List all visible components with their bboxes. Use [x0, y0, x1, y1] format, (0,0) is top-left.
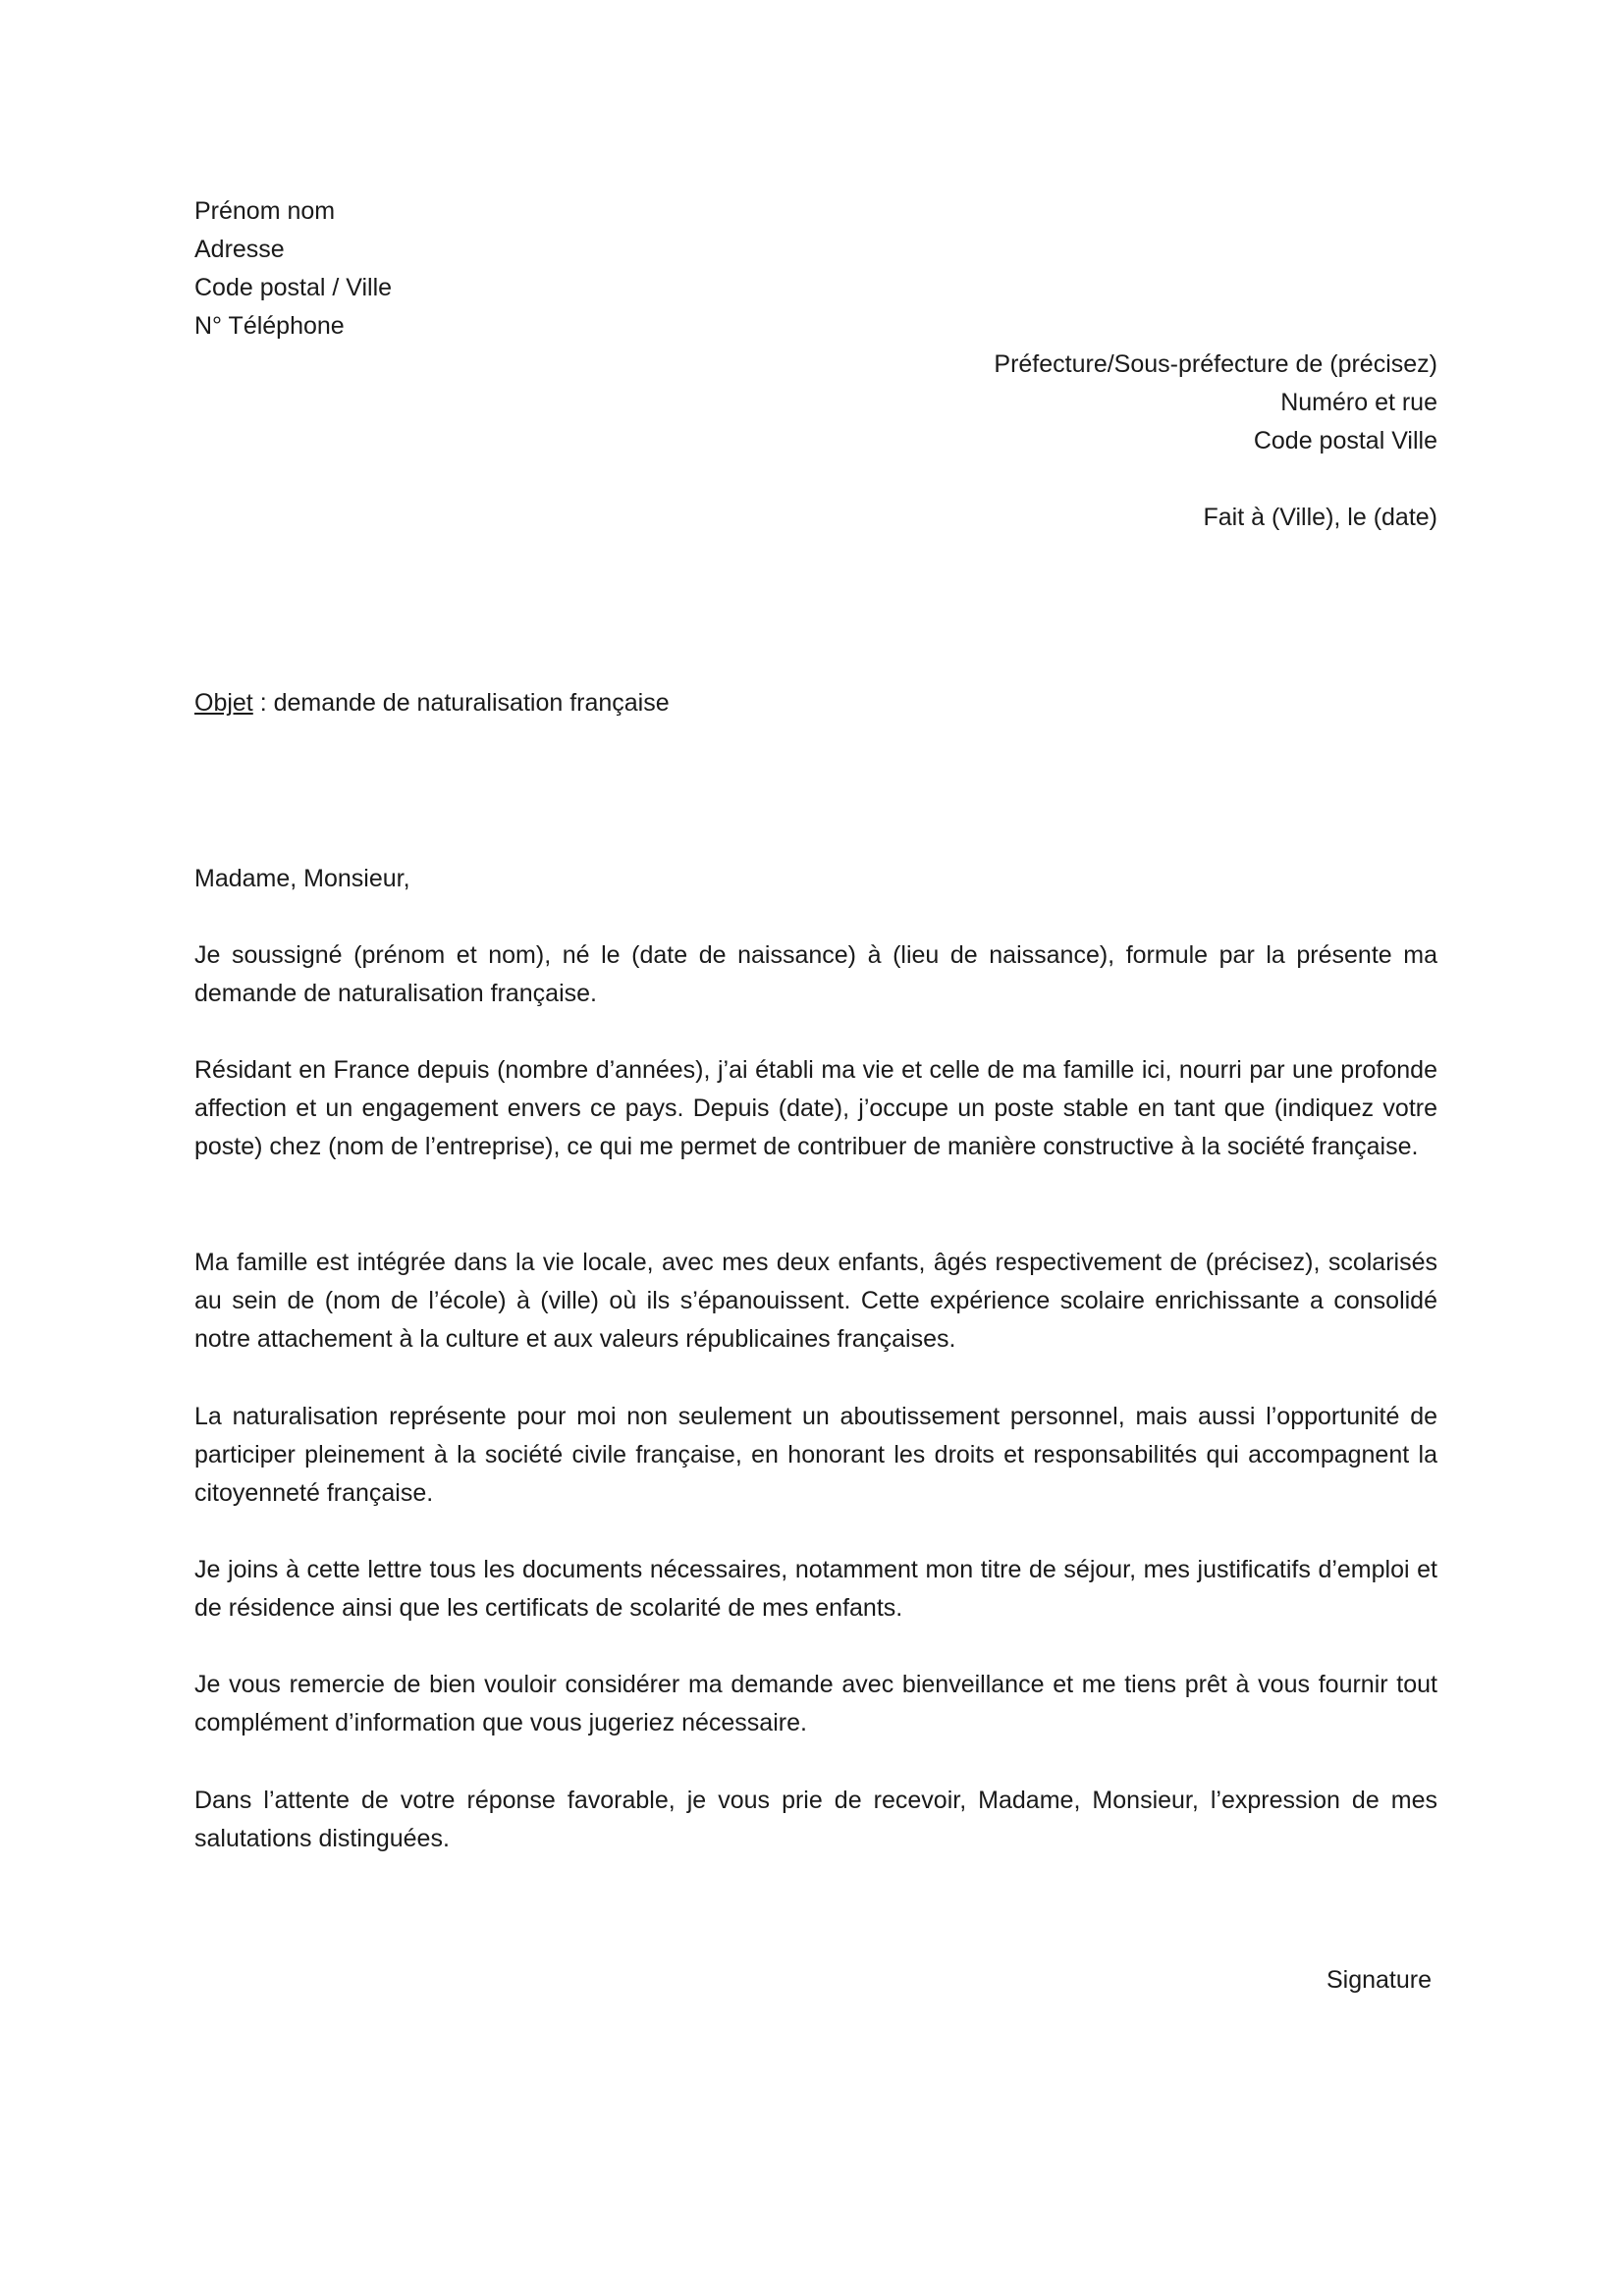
- body-paragraph: Je soussigné (prénom et nom), né le (date de naissance) à (lieu de naissance), formule par la présente ma demande de naturalisation française.: [194, 941, 1437, 1007]
- sender-address: Adresse: [194, 236, 285, 263]
- sender-block: [194, 192, 1437, 346]
- closing-paragraph: Dans l’attente de votre réponse favorable, je vous prie de recevoir, Madame, Monsieur, l’expression de mes salutations distinguées.: [194, 1787, 1437, 1852]
- recipient-street: Numéro et rue: [1280, 389, 1437, 416]
- sender-name: Prénom nom: [194, 197, 336, 225]
- body-paragraph: Je vous remercie de bien vouloir considérer ma demande avec bienveillance et me tiens prêt à vous fournir tout complément d’information que vous jugeriez nécessaire.: [194, 1671, 1437, 1736]
- sender-postal-city: Code postal / Ville: [194, 274, 393, 301]
- subject-line: [194, 684, 1437, 722]
- recipient-office: Préfecture/Sous-préfecture de (précisez): [994, 350, 1437, 378]
- place-date-text: Fait à (Ville), le (date): [1203, 504, 1437, 531]
- recipient-postal-city: Code postal Ville: [1253, 427, 1437, 454]
- subject-label: Objet: [194, 689, 253, 717]
- recipient-block: [194, 346, 1437, 460]
- sender-phone: N° Téléphone: [194, 312, 345, 340]
- body-paragraph: Ma famille est intégrée dans la vie locale, avec mes deux enfants, âgés respectivement de (précisez), scolarisés au sein de (nom de l’école) à (ville) où ils s’épanouissent. Cette expérience scolaire enrichissante a consolidé notre attachement à la culture et aux valeurs républicaines françaises.: [194, 1249, 1437, 1353]
- signature: Signature: [1326, 1966, 1432, 1994]
- salutation: Madame, Monsieur,: [194, 865, 410, 892]
- body-paragraph: Résidant en France depuis (nombre d’années), j’ai établi ma vie et celle de ma famille ici, nourri par une profonde affection et un engagement envers ce pays. Depuis (date), j’occupe un poste stable en tant que (indiquez votre poste) chez (nom de l’entreprise), ce qui me permet de contribuer de manière constructive à la société française.: [194, 1056, 1437, 1160]
- subject-text: : demande de naturalisation française: [252, 689, 670, 717]
- place-date: [194, 499, 1437, 537]
- body-paragraph: Je joins à cette lettre tous les documents nécessaires, notamment mon titre de séjour, mes justificatifs d’emploi et de résidence ainsi que les certificats de scolarité de mes enfants.: [194, 1556, 1437, 1622]
- body-paragraph: La naturalisation représente pour moi non seulement un aboutissement personnel, mais aussi l’opportunité de participer pleinement à la société civile française, en honorant les droits et responsabilités qui accompagnent la citoyenneté française.: [194, 1403, 1437, 1507]
